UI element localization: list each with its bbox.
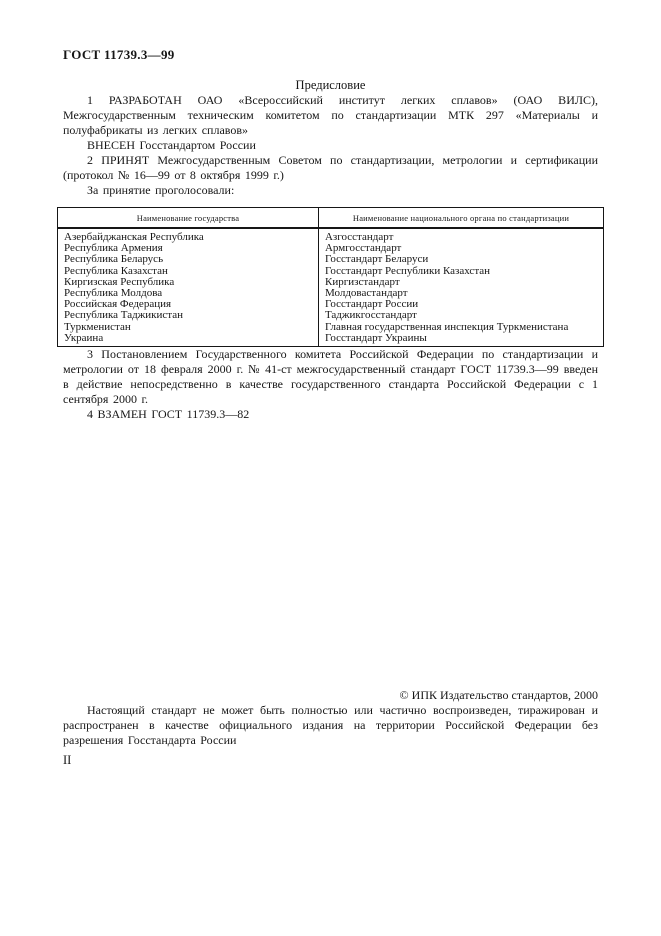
agency-cell: Госстандарт Республики Казахстан (318, 266, 603, 277)
state-cell: Республика Казахстан (64, 265, 168, 277)
table-row (58, 322, 604, 333)
table-row (58, 310, 604, 321)
agency-cell: Таджикгосстандарт (318, 310, 603, 321)
state-cell: Киргизская Республика (64, 276, 175, 288)
vote-intro: За принятие проголосовали: (87, 183, 235, 197)
vote-table-header-row (58, 208, 604, 229)
state-cell: Республика Беларусь (64, 254, 164, 266)
agency-cell: Госстандарт России (318, 299, 603, 310)
agency-cell: Киргизстандарт (318, 277, 603, 288)
agency-cell: Госстандарт Украины (318, 333, 603, 347)
page-number: II (63, 753, 72, 768)
vote-table (57, 207, 604, 347)
state-cell: Азербайджанская Республика (64, 231, 204, 243)
agency-cell: Госстандарт Беларуси (318, 254, 603, 265)
agency-cell: Молдовастандарт (318, 288, 603, 299)
clause-developed: 1 РАЗРАБОТАН ОАО «Всероссийский институт легких сплавов» (ОАО ВИЛС), Межгосударственным техническим комитетом по стандартизации МТК 297 «Материалы и полуфабрикаты из легких сплавов» (63, 93, 598, 137)
state-cell: Украина (64, 332, 104, 344)
table-row (58, 288, 604, 299)
state-cell: Республика Таджикистан (64, 310, 183, 322)
doc-code: ГОСТ 11739.3—99 (63, 47, 175, 62)
page-title: Предисловие (295, 78, 366, 92)
clause-adopted: 2 ПРИНЯТ Межгосударственным Советом по стандартизации, метрологии и сертификации (протокол № 16—99 от 8 октября 1999 г.) (63, 153, 598, 182)
agency-cell: Армгосстандарт (318, 243, 603, 254)
table-row (58, 266, 604, 277)
agency-cell: Главная государственная инспекция Туркменистана (318, 322, 603, 333)
clause-replaces: 4 ВЗАМЕН ГОСТ 11739.3—82 (87, 407, 250, 422)
state-cell: Республика Армения (64, 243, 163, 255)
state-cell: Республика Молдова (64, 288, 163, 300)
column-header-agency: Наименование национального органа по стандартизации (318, 208, 603, 229)
clause-enacted: 3 Постановлением Государственного комитета Российской Федерации по стандартизации и метрологии от 18 февраля 2000 г. № 41-ст межгосударственный стандарт ГОСТ 11739.3—99 введен в действие непосредственно в качестве государственного стандарта Российской Федерации с 1 сентября 2000 г. (63, 347, 598, 407)
clause-submitted: ВНЕСЕН Госстандартом России (87, 138, 256, 152)
agency-cell: Азгосстандарт (318, 228, 603, 243)
table-row (58, 333, 604, 347)
table-row (58, 243, 604, 254)
reproduction-notice: Настоящий стандарт не может быть полностью или частично воспроизведен, тиражирован и распространен в качестве официального издания на территории Российской Федерации без разрешения Госстандарта России (63, 703, 598, 748)
table-row (58, 254, 604, 265)
table-row (58, 277, 604, 288)
table-row (58, 299, 604, 310)
state-cell: Российская Федерация (64, 299, 172, 311)
state-cell: Туркменистан (64, 321, 131, 333)
column-header-state: Наименование государства (58, 208, 319, 229)
table-row (58, 228, 604, 243)
copyright-line: © ИПК Издательство стандартов, 2000 (399, 688, 598, 703)
